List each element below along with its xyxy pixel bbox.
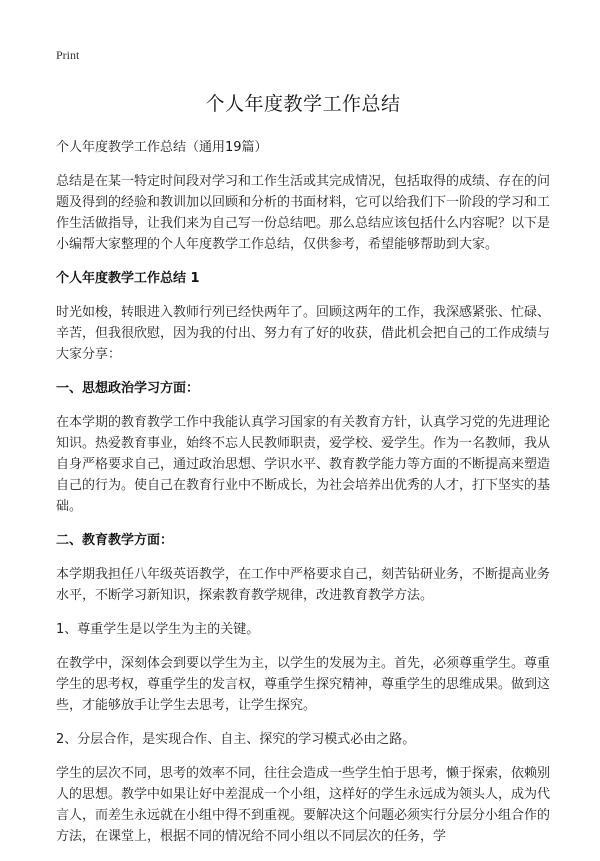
political-study-paragraph: 在本学期的教育教学工作中我能认真学习国家的有关教育方针，认真学习党的先进理论知识。热爱教育事业，始终不忘人民教师职责，爱学校、爱学生。作为一名教师，我从自身严格要求自己，通过政治思想、学识水平、教育教学能力等方面的不断提高来塑造自己的行为。使自己在教育行业中不断成长，为社会培养出优秀的人才，打下坚实的基础。: [56, 415, 551, 514]
numbered-item-1: 1、尊重学生是以学生为主的关键。: [56, 622, 260, 637]
numbered-item-2: 2、分层合作，是实现合作、自主、探究的学习模式必由之路。: [56, 732, 416, 747]
print-link[interactable]: Print: [56, 48, 80, 62]
heading-political-study: 一、思想政治学习方面：: [56, 381, 200, 396]
layered-cooperation-paragraph: 学生的层次不同，思考的效率不同，往往会造成一些学生怕于思考，懒于探索，依赖别人的思想。教学中如果让好中差混成一个小组，这样好的学生永远成为领头人，成为代言人，而差生永远就在小组中得不到重视。要解决这个问题必须实行分层分小组合作的方法，在课堂上，根据不同的情况给不同小组以不同层次的任务，学: [56, 766, 551, 844]
section-intro-paragraph: 时光如梭，转眼进入教师行列已经快两年了。回顾这两年的工作，我深感紧张、忙碌、辛苦，但我很欣慰，因为我的付出、努力有了好的收获，借此机会把自己的工作成绩与大家分享：: [56, 305, 551, 362]
intro-paragraph: 总结是在某一特定时间段对学习和工作生活或其完成情况，包括取得的成绩、存在的问题及得到的经验和教训加以回顾和分析的书面材料，它可以给我们下一阶段的学习和工作生活做指导，让我们来为自己写一份总结吧。那么总结应该包括什么内容呢？以下是小编帮大家整理的个人年度教学工作总结，仅供参考，希望能够帮助到大家。: [56, 174, 551, 252]
teaching-paragraph: 本学期我担任八年级英语教学，在工作中严格要求自己，刻苦钻研业务，不断提高业务水平，不断学习新知识，探索教育教学规律，改进教育教学方法。: [56, 567, 551, 603]
document-title: 个人年度教学工作总结: [205, 93, 401, 115]
respect-students-paragraph: 在教学中，深刻体会到要以学生为主，以学生的发展为主。首先，必须尊重学生。尊重学生的思考权，尊重学生的发言权，尊重学生探究精神，尊重学生的思维成果。做到这些，才能够放手让学生去思考，让学生探究。: [56, 656, 551, 713]
document-subtitle: 个人年度教学工作总结（通用19篇）: [56, 140, 268, 155]
section-title: 个人年度教学工作总结 1: [56, 271, 200, 286]
document-page: [56, 48, 550, 861]
heading-teaching: 二、教育教学方面：: [56, 533, 174, 548]
